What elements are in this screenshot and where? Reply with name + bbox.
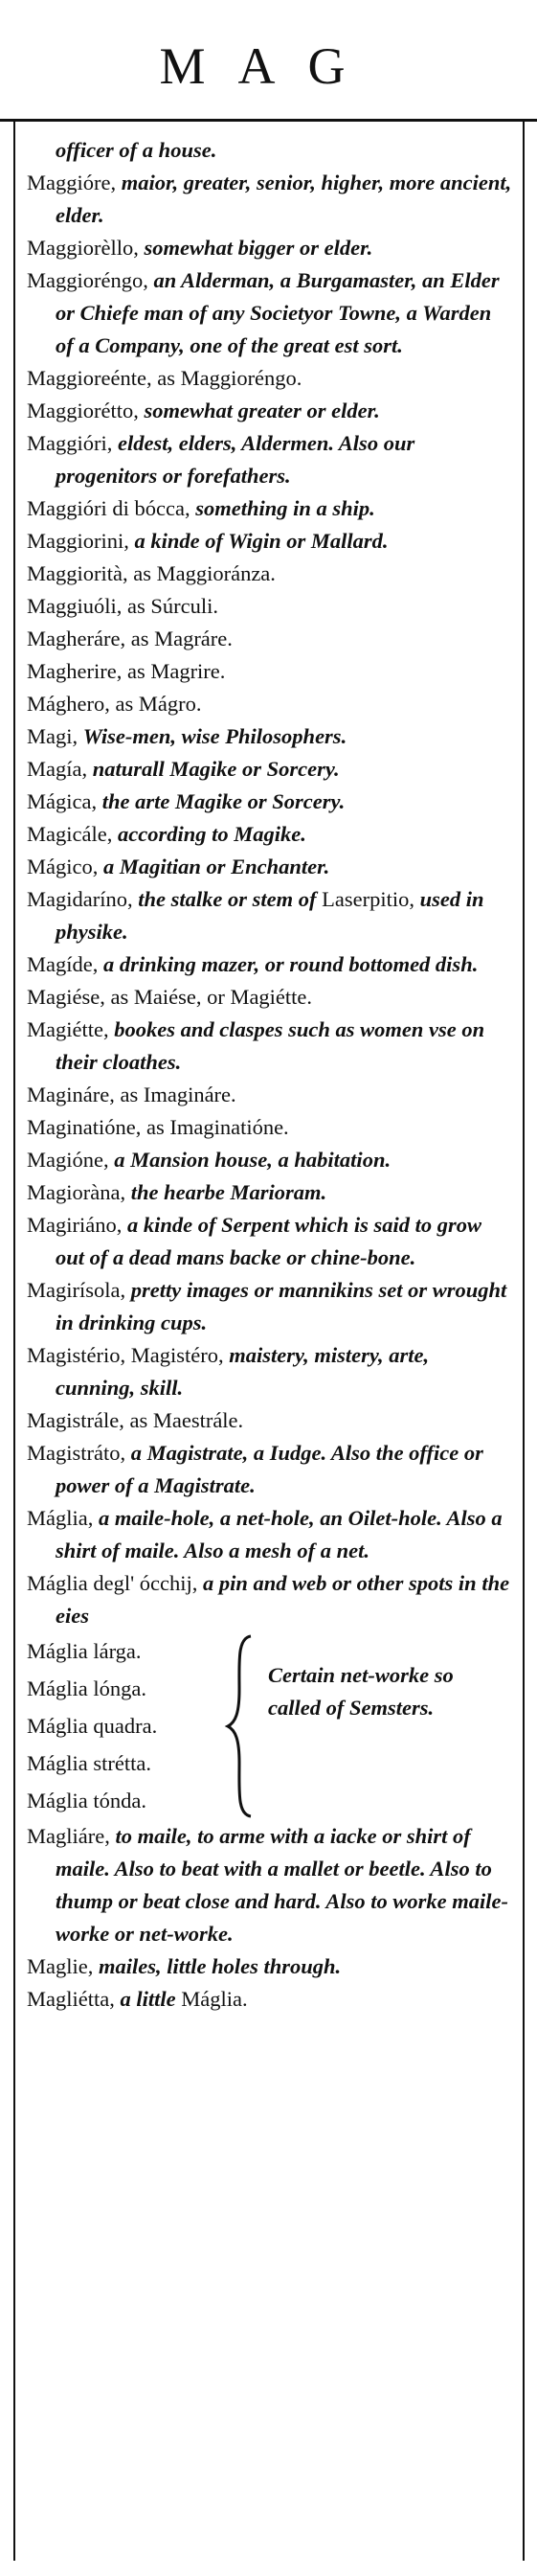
dictionary-entry — [27, 558, 513, 590]
definition: a drinking mazer, or round bottomed dish. — [102, 952, 479, 976]
definition: a little — [120, 1987, 176, 2011]
dictionary-entry — [27, 1820, 513, 1950]
cross-reference: as Maiése, or Magiétte. — [110, 985, 313, 1009]
definition: bookes and claspes such as women vse on their cloathes. — [56, 1017, 485, 1074]
cross-reference: Máglia. — [181, 1987, 248, 2011]
definition: officer of a house. — [56, 138, 217, 162]
cross-reference: as Maestrále. — [129, 1408, 244, 1432]
entries-after-bracket — [27, 1820, 513, 2016]
headword: Maggióri di bócca, — [27, 496, 190, 520]
definition: a maile-hole, a net-hole, an Oilet-hole. Also a shirt of maile. Also a mesh of a net. — [56, 1506, 503, 1562]
headword: Magirísola, — [27, 1278, 126, 1302]
headword: Maggiuóli, — [27, 594, 123, 618]
headword: Magía, — [27, 757, 88, 781]
definition: eldest, elders, Aldermen. Also our progenitors or forefathers. — [56, 431, 415, 488]
dictionary-entry — [27, 1176, 513, 1209]
headword: Maggiorétto, — [27, 399, 139, 422]
dictionary-entry — [27, 1502, 513, 1567]
bracket-headword: Máglia strétta. — [27, 1751, 151, 1775]
bracket-headwords — [27, 1632, 157, 1819]
cross-reference: as Mágro. — [115, 692, 202, 716]
headword: Magináre, — [27, 1083, 115, 1106]
definition: a kinde of Wigin or Mallard. — [134, 529, 389, 553]
cross-reference: as Imagináre. — [120, 1083, 236, 1106]
definition: maior, greater, senior, higher, more ancient, elder. — [56, 171, 512, 227]
definition: naturall Magike or Sorcery. — [92, 757, 340, 781]
headword: Maggióre, — [27, 171, 117, 194]
curly-brace-icon — [224, 1632, 262, 1820]
dictionary-entry — [27, 590, 513, 623]
dictionary-entry — [27, 1404, 513, 1437]
header-rule — [0, 119, 537, 122]
definition: pretty images or mannikins set or wrought in drinking cups. — [56, 1278, 507, 1334]
definition: according to Magike. — [117, 822, 306, 846]
dictionary-entry — [27, 818, 513, 851]
headword: Magioràna, — [27, 1180, 126, 1204]
bracket-headword: Máglia lónga. — [27, 1676, 146, 1700]
dictionary-entry — [27, 167, 513, 232]
headword: Magherire, — [27, 659, 123, 683]
cross-reference: Laserpitio, — [322, 887, 414, 911]
cross-reference: as Maggioréngo. — [157, 366, 302, 390]
dictionary-entry — [27, 623, 513, 655]
headword: Magiétte, — [27, 1017, 109, 1041]
bracket-headword: Máglia lárga. — [27, 1639, 142, 1663]
definition: somewhat greater or elder. — [144, 399, 380, 422]
headword: Maggiorèllo, — [27, 236, 139, 260]
headword: Mághero, — [27, 692, 110, 716]
left-column-rule — [13, 122, 15, 2561]
dictionary-entry — [27, 1209, 513, 1274]
definition: to maile, to arme with a iacke or shirt of maile. Also to beat with a mallet or beetle. Also to thump or beat close and hard. Also to worke maile-worke or net-worke. — [56, 1824, 508, 1946]
dictionary-entry — [27, 1567, 513, 1632]
dictionary-entry — [27, 1111, 513, 1144]
definition: Wise-men, wise Philosophers. — [82, 724, 347, 748]
headword: Maggióri, — [27, 431, 113, 455]
headword: Magicále, — [27, 822, 113, 846]
dictionary-entry — [27, 492, 513, 525]
headword: Magistrále, — [27, 1408, 124, 1432]
dictionary-entry — [27, 427, 513, 492]
headword: Magíde, — [27, 952, 99, 976]
headword: Magióne, — [27, 1148, 109, 1172]
definition: a pin and web or other spots in the eies — [56, 1571, 510, 1628]
dictionary-entry — [27, 1437, 513, 1502]
cross-reference: as Imaginatióne. — [145, 1115, 289, 1139]
entries-before-bracket — [27, 134, 513, 1632]
headword: Maggioréngo, — [27, 268, 148, 292]
headword: Magliáre, — [27, 1824, 110, 1848]
headword: Mágico, — [27, 855, 99, 878]
definition: a Mansion house, a habitation. — [114, 1148, 392, 1172]
dictionary-entry — [27, 1950, 513, 1983]
bracket-definition: Certain net-worke so called of Semsters. — [268, 1663, 454, 1720]
headword: Maggiorini, — [27, 529, 129, 553]
headword: Maggiorità, — [27, 561, 128, 585]
headword: Magi, — [27, 724, 78, 748]
definition-continued: used in physike. — [56, 887, 484, 944]
headword: Maggioreénte, — [27, 366, 152, 390]
dictionary-entry — [27, 720, 513, 753]
bracket-headword: Máglia quadra. — [27, 1714, 158, 1738]
dictionary-entry — [27, 1014, 513, 1079]
dictionary-entry — [27, 753, 513, 786]
definition: somewhat bigger or elder. — [144, 236, 373, 260]
headword: Maginatióne, — [27, 1115, 142, 1139]
dictionary-entry — [27, 395, 513, 427]
dictionary-entry — [27, 851, 513, 883]
headword: Magistério, Magistéro, — [27, 1343, 224, 1367]
cross-reference: as Magráre. — [130, 627, 233, 650]
cross-reference: as Súrculi. — [127, 594, 218, 618]
cross-reference: as Maggioránza. — [133, 561, 276, 585]
definition: a kinde of Serpent which is said to grow out of a dead mans backe or chine-bone. — [56, 1213, 482, 1269]
definition: an Alderman, a Burgamaster, an Elder or Chiefe man of any Societyor Towne, a Warden of a Company, one of the great est sort. — [56, 268, 500, 357]
dictionary-entry — [27, 264, 513, 362]
cross-reference: as Magrire. — [126, 659, 226, 683]
definition: the stalke or stem of — [138, 887, 317, 911]
bracket-group — [27, 1632, 513, 1820]
dictionary-entry — [27, 883, 513, 948]
dictionary-entry — [27, 1144, 513, 1176]
dictionary-entry — [27, 1274, 513, 1339]
dictionary-entry — [27, 232, 513, 264]
entry-column — [27, 134, 513, 2016]
headword: Magistráto, — [27, 1441, 126, 1465]
dictionary-entry — [27, 1983, 513, 2016]
headword: Máglia, — [27, 1506, 94, 1530]
running-head: MAG — [159, 37, 378, 95]
definition: the arte Magike or Sorcery. — [101, 789, 346, 813]
headword: Mágica, — [27, 789, 98, 813]
headword: Magiése, — [27, 985, 105, 1009]
dictionary-entry — [27, 786, 513, 818]
bracket-headword: Máglia tónda. — [27, 1789, 146, 1812]
dictionary-entry — [27, 525, 513, 558]
headword: Magheráre, — [27, 627, 126, 650]
definition: maistery, mistery, arte, cunning, skill. — [56, 1343, 430, 1400]
dictionary-entry — [27, 1339, 513, 1404]
definition: a Magitian or Enchanter. — [102, 855, 330, 878]
dictionary-entry — [27, 134, 513, 167]
definition: mailes, little holes through. — [98, 1954, 342, 1978]
definition: the hearbe Marioram. — [130, 1180, 327, 1204]
headword: Magidaríno, — [27, 887, 133, 911]
definition: a Magistrate, a Iudge. Also the office or power of a Magistrate. — [56, 1441, 483, 1497]
dictionary-entry — [27, 1079, 513, 1111]
dictionary-entry — [27, 981, 513, 1014]
dictionary-entry — [27, 655, 513, 688]
headword: Magliétta, — [27, 1987, 115, 2011]
right-column-rule — [523, 122, 525, 2561]
headword: Máglia degl' ócchij, — [27, 1571, 198, 1595]
dictionary-entry — [27, 948, 513, 981]
dictionary-entry — [27, 362, 513, 395]
headword: Magiriáno, — [27, 1213, 123, 1237]
definition: something in a ship. — [195, 496, 375, 520]
headword: Maglie, — [27, 1954, 94, 1978]
page-header — [0, 0, 537, 120]
dictionary-entry — [27, 688, 513, 720]
